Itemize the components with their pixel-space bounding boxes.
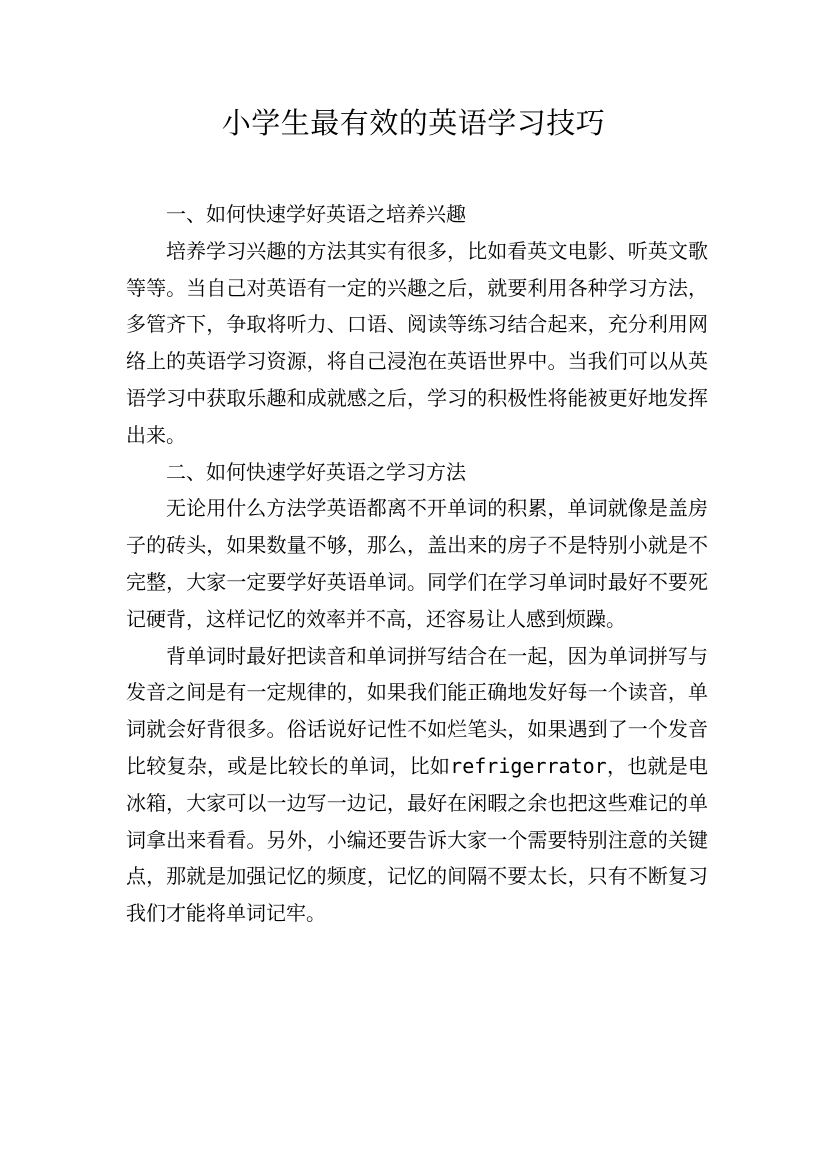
document-title: 小学生最有效的英语学习技巧 [221, 106, 606, 140]
section-heading-2: 二、如何快速学好英语之学习方法 [166, 459, 466, 484]
section-1-paragraph-1: 培养学习兴趣的方法其实有很多，比如看英文电影、听英文歌等等。当自己对英语有一定的兴趣之后，就要利用各种学习方法，多管齐下，争取将听力、口语、阅读等练习结合起来，充分利用网络上的英语学习资源，将自己浸泡在英语世界中。当我们可以从英语学习中获取乐趣和成就感之后，学习的积极性将能被更好地发挥出来。 [126, 238, 708, 447]
section-2-paragraph-1: 无论用什么方法学英语都离不开单词的积累，单词就像是盖房子的砖头，如果数量不够，那么，盖出来的房子不是特别小就是不完整，大家一定要学好英语单词。同学们在学习单词时最好不要死记硬背，这样记忆的效率并不高，还容易让人感到烦躁。 [126, 496, 708, 631]
section-2-paragraph-2: 背单词时最好把读音和单词拼写结合在一起，因为单词拼写与发音之间是有一定规律的，如果我们能正确地发好每一个读音，单词就会好背很多。俗话说好记性不如烂笔头，如果遇到了一个发音比较复杂，或是比较长的单词，比如refrigerrator，也就是电冰箱，大家可以一边写一边记，最好在闲暇之余也把这些难记的单词拿出来看看。另外，小编还要告诉大家一个需要特别注意的关键点，那就是加强记忆的频度，记忆的间隔不要太长，只有不断复习我们才能将单词记牢。 [126, 643, 708, 926]
document-body [126, 196, 708, 932]
section-heading-1: 一、如何快速学好英语之培养兴趣 [166, 202, 466, 226]
